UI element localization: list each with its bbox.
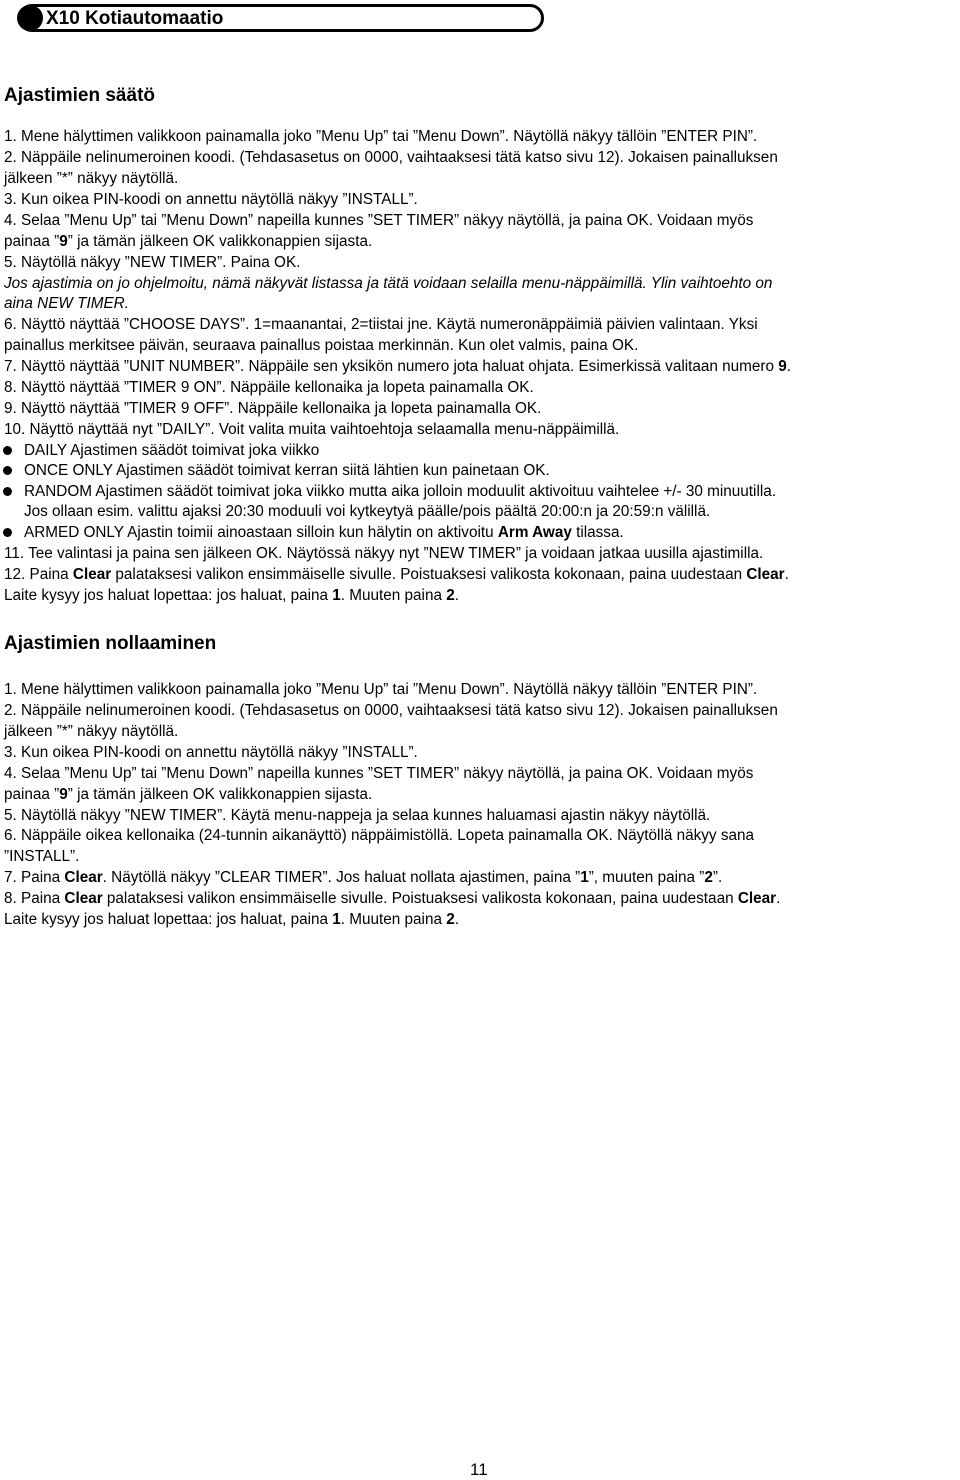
s1-step-8: 8. Näyttö näyttää ”TIMER 9 ON”. Näppäile kellonaika ja lopeta painamalla OK. [4, 379, 534, 396]
s2-step-6-cont: ”INSTALL”. [4, 848, 80, 865]
s1-step-12-cont: Laite kysyy jos haluat lopettaa: jos haluat, paina 1. Muuten paina 2. [4, 587, 459, 604]
s2-step-6: 6. Näppäile oikea kellonaika (24-tunnin aikanäyttö) näppäimistöllä. Lopeta painamalla OK. Näytöllä näkyy sana [4, 827, 754, 844]
option-random-cont: Jos ollaan esim. valittu ajaksi 20:30 moduuli voi kytkeytyä päälle/pois päältä 20:00:n ja 20:59:n välillä. [24, 503, 711, 520]
bullet-icon [3, 446, 12, 455]
bullet-icon [3, 487, 12, 496]
s2-step-8: 8. Paina Clear palataksesi valikon ensimmäiselle sivulle. Poistuaksesi valikosta kokonaan, paina uudestaan Clear. [4, 890, 781, 907]
bullet-dot-icon [17, 5, 43, 31]
s2-step-5: 5. Näytöllä näkyy ”NEW TIMER”. Käytä menu-nappeja ja selaa kunnes haluamasi ajastin näkyy näytöllä. [4, 807, 711, 824]
s2-step-7: 7. Paina Clear. Näytöllä näkyy ”CLEAR TIMER”. Jos haluat nollata ajastimen, paina ”1”, muuten paina ”2”. [4, 869, 723, 886]
option-once-only: ONCE ONLY Ajastimen säädöt toimivat kerran siitä lähtien kun painetaan OK. [24, 462, 550, 479]
s2-step-3: 3. Kun oikea PIN-koodi on annettu näytöllä näkyy ”INSTALL”. [4, 744, 418, 761]
s1-step-2: 2. Näppäile nelinumeroinen koodi. (Tehdasasetus on 0000, vaihtaaksesi tätä katso sivu 12). Jokaisen painalluksen [4, 149, 778, 166]
bullet-icon [3, 528, 12, 537]
s1-note: Jos ajastimia on jo ohjelmoitu, nämä näkyvät listassa ja tätä voidaan selailla menu-näppäimillä. Ylin vaihtoehto on [4, 275, 773, 292]
page-number: 11 [470, 1460, 488, 1479]
header-title: X10 Kotiautomaatio [46, 8, 224, 29]
s1-step-3: 3. Kun oikea PIN-koodi on annettu näytöllä näkyy ”INSTALL”. [4, 191, 418, 208]
bullet-icon [3, 466, 12, 475]
s1-step-4: 4. Selaa ”Menu Up” tai ”Menu Down” napeilla kunnes ”SET TIMER” näkyy näytöllä, ja paina OK. Voidaan myös [4, 212, 754, 229]
s1-step-6: 6. Näyttö näyttää ”CHOOSE DAYS”. 1=maanantai, 2=tiistai jne. Käytä numeronäppäimiä päivien valintaan. Yksi [4, 316, 758, 333]
s1-step-2-cont: jälkeen ”*” näkyy näytöllä. [4, 170, 179, 187]
s2-step-4-cont: painaa ”9” ja tämän jälkeen OK valikkonappien sijasta. [4, 786, 373, 803]
s2-step-1: 1. Mene hälyttimen valikkoon painamalla joko ”Menu Up” tai ”Menu Down”. Näytöllä näkyy tällöin ”ENTER PIN”. [4, 681, 758, 698]
s2-step-4: 4. Selaa ”Menu Up” tai ”Menu Down” napeilla kunnes ”SET TIMER” näkyy näytöllä, ja paina OK. Voidaan myös [4, 765, 754, 782]
option-armed-only: ARMED ONLY Ajastin toimii ainoastaan silloin kun hälytin on aktivoitu Arm Away tilassa. [24, 524, 624, 541]
s1-step-10: 10. Näyttö näyttää nyt ”DAILY”. Voit valita muita vaihtoehtoja selaamalla menu-näppäimillä. [4, 421, 620, 438]
s2-step-2-cont: jälkeen ”*” näkyy näytöllä. [4, 723, 179, 740]
s1-step-7: 7. Näyttö näyttää ”UNIT NUMBER”. Näppäile sen yksikön numero jota haluat ohjata. Esimerkissä valitaan numero 9. [4, 358, 792, 375]
s2-step-2: 2. Näppäile nelinumeroinen koodi. (Tehdasasetus on 0000, vaihtaaksesi tätä katso sivu 12). Jokaisen painalluksen [4, 702, 778, 719]
s1-step-9: 9. Näyttö näyttää ”TIMER 9 OFF”. Näppäile kellonaika ja lopeta painamalla OK. [4, 400, 542, 417]
s2-step-8-cont: Laite kysyy jos haluat lopettaa: jos haluat, paina 1. Muuten paina 2. [4, 911, 459, 928]
section-title-timer-reset: Ajastimien nollaaminen [4, 633, 217, 654]
s1-step-12: 12. Paina Clear palataksesi valikon ensimmäiselle sivulle. Poistuaksesi valikosta kokonaan, paina uudestaan Clear. [4, 566, 789, 583]
s1-step-1: 1. Mene hälyttimen valikkoon painamalla joko ”Menu Up” tai ”Menu Down”. Näytöllä näkyy tällöin ”ENTER PIN”. [4, 128, 758, 145]
option-random: RANDOM Ajastimen säädöt toimivat joka viikko mutta aika jolloin moduulit aktivoituu vaihtelee +/- 30 minuutilla. [24, 483, 777, 500]
s1-step-5: 5. Näytöllä näkyy ”NEW TIMER”. Paina OK. [4, 254, 301, 271]
s1-step-6-cont: painallus merkitsee päivän, seuraava painallus poistaa merkinnän. Kun olet valmis, paina OK. [4, 337, 639, 354]
section-title-timer-settings: Ajastimien säätö [4, 85, 155, 106]
s1-note-cont: aina NEW TIMER. [4, 295, 129, 312]
option-daily: DAILY Ajastimen säädöt toimivat joka viikko [24, 442, 320, 459]
s1-step-11: 11. Tee valintasi ja paina sen jälkeen OK. Näytössä näkyy nyt ”NEW TIMER” ja voidaan jatkaa uusilla ajastimilla. [4, 545, 764, 562]
s1-step-4-cont: painaa ”9” ja tämän jälkeen OK valikkonappien sijasta. [4, 233, 373, 250]
